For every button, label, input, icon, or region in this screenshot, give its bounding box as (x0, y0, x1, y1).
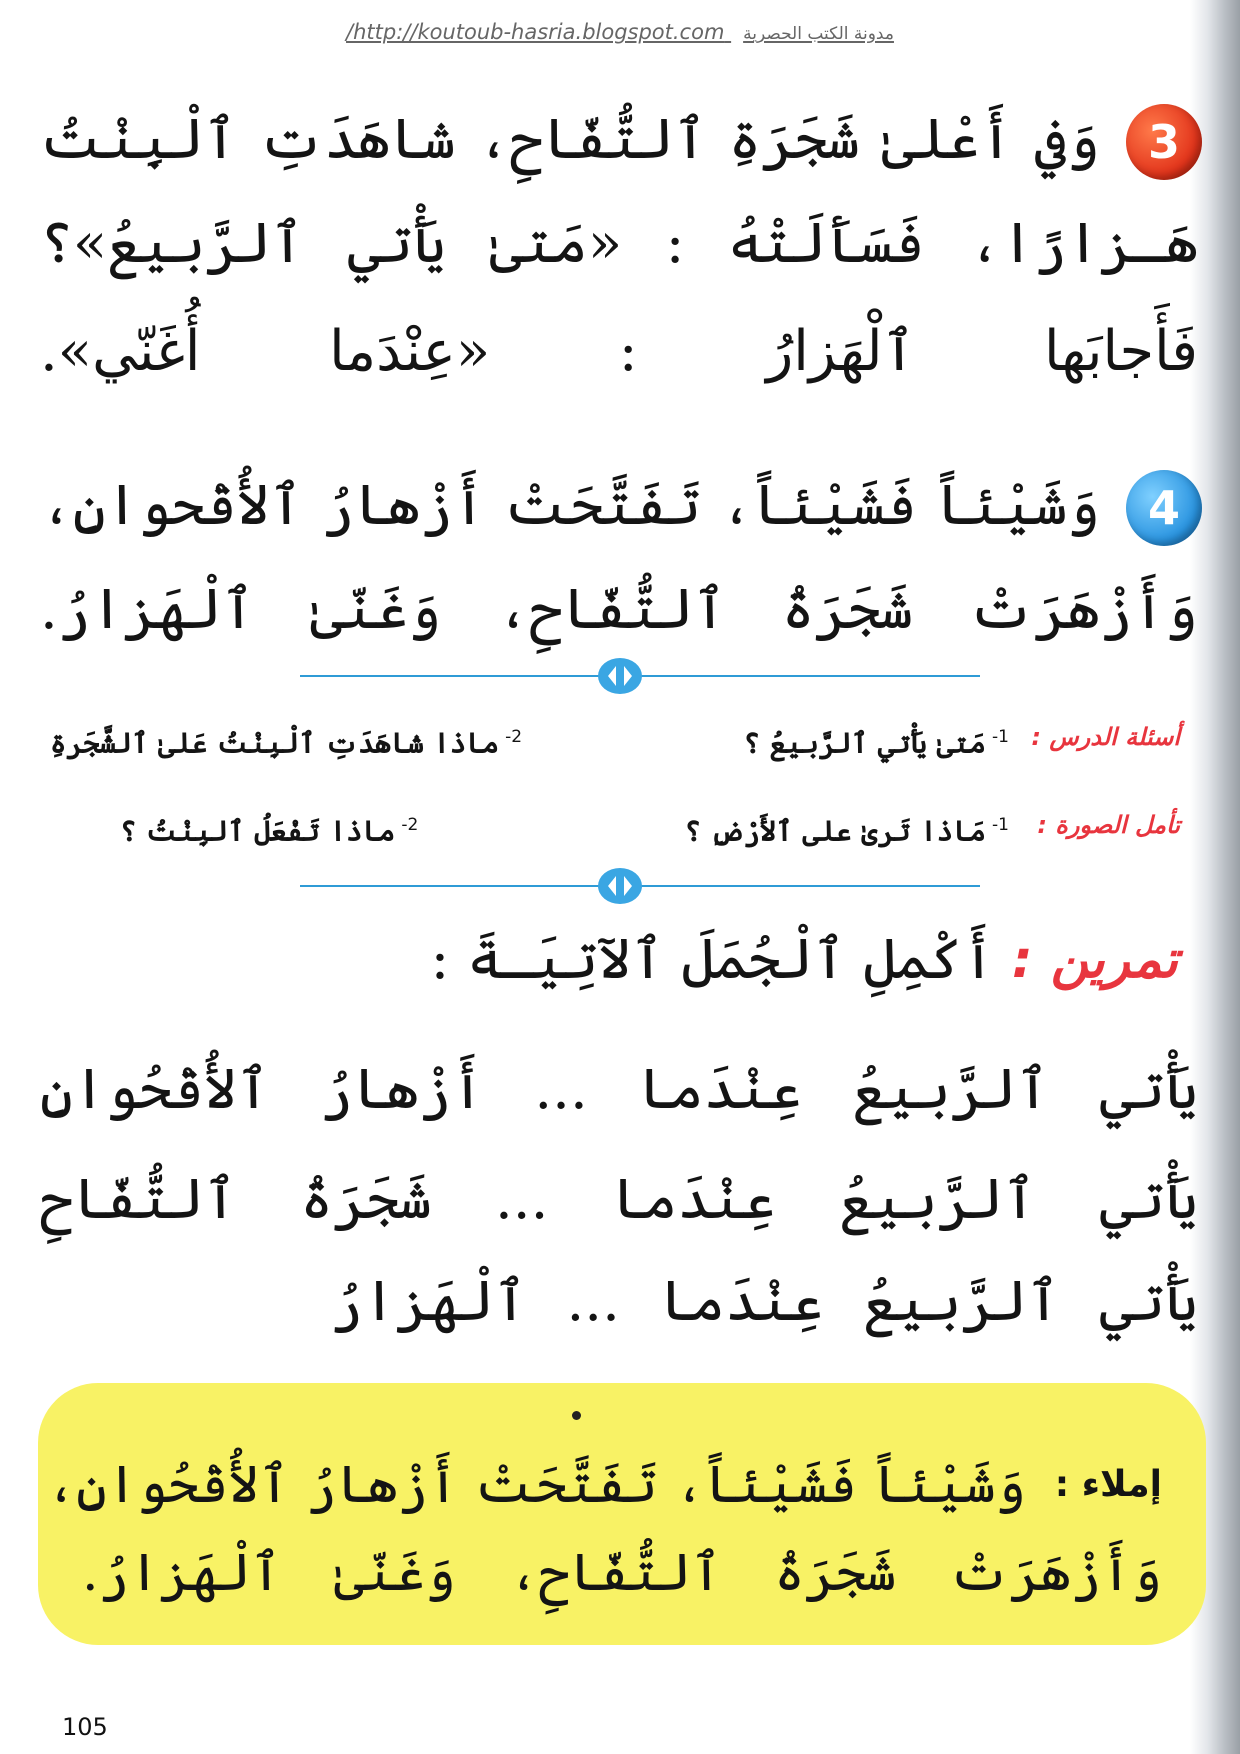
lesson-question-2-text: ماذا شاهَدَتِ ٱلْبِنْتُ عَلىٰ ٱلشَّجَرةِ (50, 726, 500, 760)
picture-question-1-number: 1- (992, 815, 1009, 835)
divider-ornament-icon (596, 656, 644, 696)
picture-question-2 (120, 800, 424, 856)
dictation-line-2: وَأَزْهَرَتْ شَجَرَةُ ٱلتُّفّاحِ، وَغَنّىٰ ٱلْهَزارُ. (82, 1543, 1162, 1603)
watermark (285, 20, 955, 44)
picture-question-1 (685, 800, 1015, 856)
paragraph-3-line-1: وَفي أَعْلىٰ شَجَرَةِ ٱلتُّفّاحِ، شاهَدَتِ ٱلْبِنْتُ (40, 107, 1100, 172)
decorative-dot (572, 1411, 581, 1420)
picture-questions-label: تأمل الصورة : (1037, 811, 1180, 839)
lesson-question-1-text: مَتىٰ يَأْتي ٱلرَّبيعُ ؟ (743, 726, 987, 760)
exercise-title: أَكْمِلِ ٱلْجُمَلَ ٱلآتِيَـةَ : (430, 927, 995, 992)
watermark-url[interactable]: /http://koutoub-hasria.blogspot.com (346, 20, 725, 44)
exercise-line-2: يَأْتي ٱلرَّبيعُ عِنْدَما ... شَجَرَةُ ٱلتُّفّاحِ (40, 1167, 1198, 1232)
dictation-line-1: وَشَيْئاً فَشَيْئاً، تَفَتَّحَتْ أَزْهارُ ٱلأُقْحُوانِ، (45, 1455, 1026, 1515)
lesson-question-2 (50, 712, 528, 768)
paragraph-4-line-1: وَشَيْئاً فَشَيْئاً، تَفَتَّحَتْ أَزْهارُ ٱلأُقْحوانِ، (40, 473, 1100, 538)
picture-question-2-number: 2- (401, 815, 419, 835)
lesson-question-1 (744, 712, 1016, 768)
paragraph-number-badge-4: 4 (1126, 470, 1202, 546)
paragraph-4-line-2: وَأَزْهَرَتْ شَجَرَةُ ٱلتُّفّاحِ، وَغَنّىٰ ٱلْهَزارُ. (40, 577, 1198, 642)
watermark-blog-name: مدونة الكتب الحصرية (743, 24, 894, 44)
lesson-question-1-number: 1- (992, 727, 1009, 747)
exercise-label: تمرين : (1011, 930, 1178, 990)
dictation-box (38, 1383, 1206, 1645)
paragraph-3-line-3: فَأَجابَها ٱلْهَزارُ : «عِنْدَما أُغَنّي». (40, 319, 1198, 384)
paragraph-number-badge-3: 3 (1126, 104, 1202, 180)
paragraph-3-line-2: هَـزارًا، فَسَأَلَتْهُ : «مَتىٰ يَأْتي ٱلرَّبيعُ»؟ (40, 211, 1198, 276)
picture-questions-row (50, 800, 1180, 850)
exercise-line-3: يَأْتي ٱلرَّبيعُ عِنْدَما ... ٱلْهَزارُ (330, 1269, 1198, 1334)
divider-ornament-icon (596, 866, 644, 906)
lesson-questions-row (50, 712, 1180, 762)
picture-question-2-text: ماذا تَفْعَلُ ٱلبِنْتُ ؟ (120, 814, 396, 848)
page-number: 105 (62, 1713, 108, 1741)
exercise-line-1: يَأْتي ٱلرَّبيعُ عِنْدَما ... أَزْهارُ ٱلأُقْحُوانِ (40, 1057, 1198, 1122)
picture-question-1-text: مَاذا تَرىٰ على ٱلأَرْضِ ؟ (684, 814, 987, 848)
dictation-label: إملاء : (1054, 1464, 1162, 1505)
lesson-question-2-number: 2- (505, 727, 523, 747)
lesson-questions-label: أسئلة الدرس : (1031, 723, 1180, 751)
